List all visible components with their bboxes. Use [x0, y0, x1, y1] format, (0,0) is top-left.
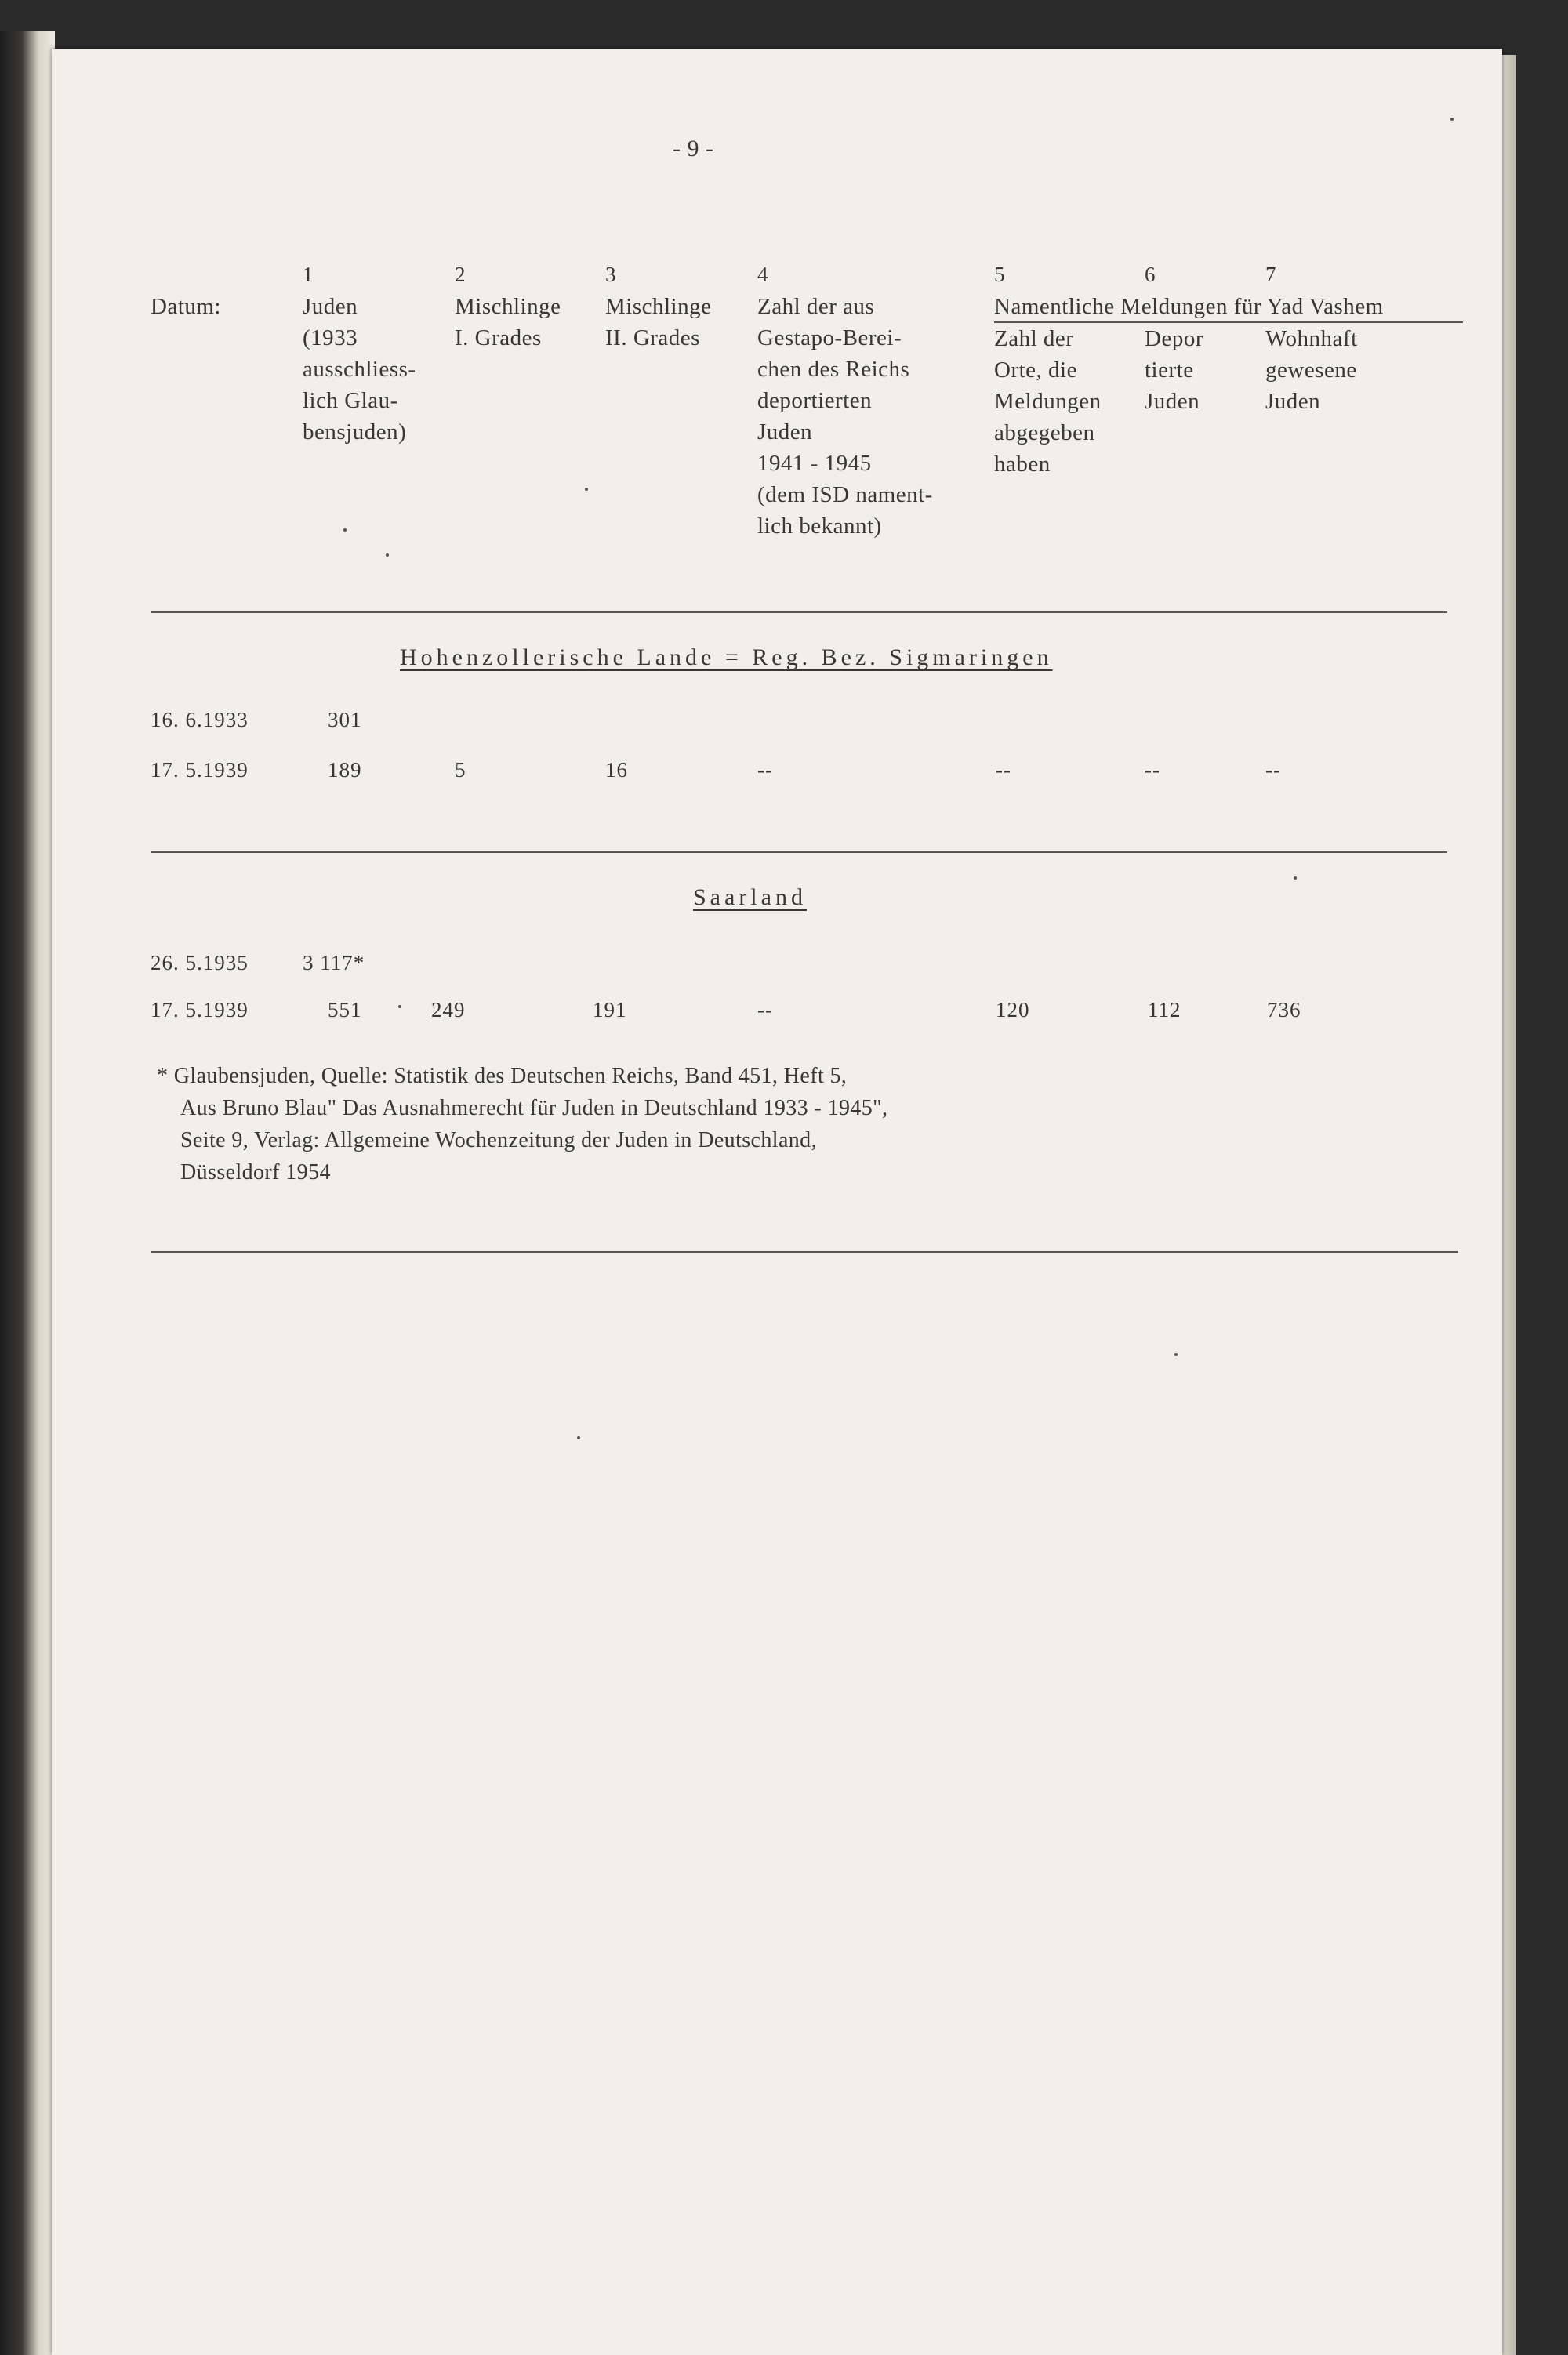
col7-line: Juden [1265, 389, 1321, 414]
footnote [157, 1060, 887, 1188]
col3-line: Mischlinge [605, 294, 712, 319]
col7-header [1265, 323, 1358, 417]
row-date: 17. 5.1939 [151, 758, 249, 782]
col1-line: ausschliess- [303, 357, 416, 382]
col6-header [1145, 323, 1203, 417]
col1-header [303, 291, 416, 448]
page-number: - 9 - [673, 136, 714, 161]
row-col1: 551 [328, 998, 362, 1021]
row-col7: -- [1265, 758, 1281, 782]
row-date: 17. 5.1939 [151, 998, 249, 1021]
col6-line: Juden [1145, 389, 1200, 414]
col4-header [757, 291, 933, 542]
section-divider [151, 851, 1447, 853]
document-page [52, 49, 1502, 2355]
col7-line: Wohnhaft [1265, 326, 1358, 351]
datum-label: Datum: [151, 294, 221, 319]
scan-speck [585, 488, 588, 491]
col-number-4: 4 [757, 263, 769, 286]
section-title-hohenzollern: Hohenzollerische Lande = Reg. Bez. Sigmaringen [400, 644, 1053, 670]
col5-line: Meldungen [994, 389, 1102, 414]
page-edge [1502, 55, 1516, 2355]
row-col1: 301 [328, 708, 362, 731]
row-col2: 5 [455, 758, 466, 782]
scan-speck [386, 553, 389, 557]
col-number-1: 1 [303, 263, 314, 286]
col2-header [455, 291, 561, 354]
row-col6: 112 [1148, 998, 1181, 1021]
row-col3: 16 [605, 758, 628, 782]
col4-line: Zahl der aus [757, 294, 875, 319]
scan-speck [577, 1436, 580, 1439]
col4-line: chen des Reichs [757, 357, 910, 382]
col5-line: Zahl der [994, 326, 1074, 351]
row-col1: 3 117* [303, 951, 365, 974]
col4-line: lich bekannt) [757, 513, 882, 539]
row-col5: -- [996, 758, 1011, 782]
book-binding [0, 31, 55, 2355]
scan-speck [1450, 118, 1454, 121]
col1-line: Juden [303, 294, 358, 319]
scan-speck [1294, 876, 1297, 880]
scan-speck [343, 528, 347, 532]
row-col2: 249 [431, 998, 466, 1021]
row-col3: 191 [593, 998, 627, 1021]
row-date: 26. 5.1935 [151, 951, 249, 974]
footnote-line: Düsseldorf 1954 [180, 1160, 331, 1185]
row-col7: 736 [1267, 998, 1301, 1021]
col-number-6: 6 [1145, 263, 1156, 286]
col4-line: deportierten [757, 388, 873, 413]
col5-line: haben [994, 452, 1051, 477]
col6-line: Depor [1145, 326, 1203, 351]
row-col4: -- [757, 758, 773, 782]
col4-line: (dem ISD nament- [757, 482, 933, 507]
scan-speck [1174, 1353, 1178, 1356]
scan-speck [398, 1005, 401, 1008]
group-header-yad-vashem: Namentliche Meldungen für Yad Vashem [994, 294, 1384, 319]
col-number-7: 7 [1265, 263, 1277, 286]
row-col1: 189 [328, 758, 362, 782]
section-title-saarland: Saarland [693, 884, 807, 910]
col5-line: abgegeben [994, 420, 1095, 445]
row-col5: 120 [996, 998, 1030, 1021]
col2-line: I. Grades [455, 325, 542, 350]
col-number-2: 2 [455, 263, 466, 286]
row-col4: -- [757, 998, 773, 1021]
col4-line: Juden [757, 419, 813, 445]
col2-line: Mischlinge [455, 294, 561, 319]
col5-line: Orte, die [994, 357, 1077, 383]
col-number-3: 3 [605, 263, 617, 286]
footnote-line: Seite 9, Verlag: Allgemeine Wochenzeitung der Juden in Deutschland, [180, 1128, 817, 1152]
col1-line: bensjuden) [303, 419, 407, 445]
col3-header [605, 291, 712, 354]
col6-line: tierte [1145, 357, 1194, 383]
col4-line: Gestapo-Berei- [757, 325, 902, 350]
col-number-5: 5 [994, 263, 1006, 286]
col4-line: 1941 - 1945 [757, 451, 872, 476]
header-divider [151, 611, 1447, 613]
col5-header [994, 323, 1102, 480]
col1-line: (1933 [303, 325, 358, 350]
footnote-line: * Glaubensjuden, Quelle: Statistik des Deutschen Reichs, Band 451, Heft 5, [157, 1064, 848, 1088]
footnote-line: Aus Bruno Blau" Das Ausnahmerecht für Juden in Deutschland 1933 - 1945", [180, 1096, 888, 1120]
col3-line: II. Grades [605, 325, 700, 350]
col7-line: gewesene [1265, 357, 1357, 383]
col1-line: lich Glau- [303, 388, 398, 413]
row-date: 16. 6.1933 [151, 708, 249, 731]
row-col6: -- [1145, 758, 1160, 782]
footnote-divider [151, 1251, 1458, 1253]
